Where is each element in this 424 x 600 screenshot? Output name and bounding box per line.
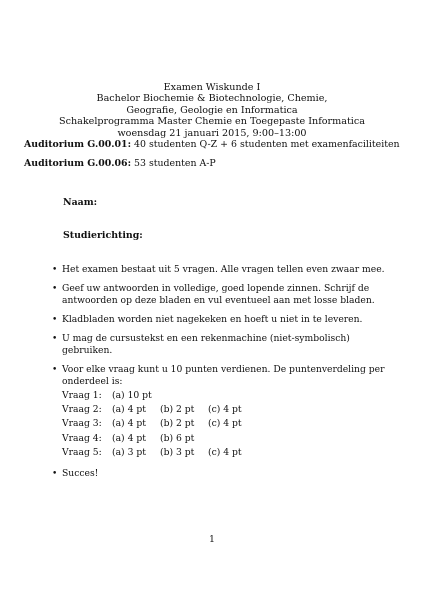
part-c-points: (c) 4 pt bbox=[208, 446, 242, 458]
part-b-points: (b) 3 pt bbox=[160, 446, 195, 458]
bullet-icon: • bbox=[52, 365, 58, 375]
exam-rules-list bbox=[52, 264, 392, 487]
program-line-3: Schakelprogramma Master Chemie en Toegepaste Informatica bbox=[59, 116, 365, 128]
question-label: Vraag 4: bbox=[62, 432, 102, 444]
points-row bbox=[62, 433, 248, 447]
auditorium-description: 53 studenten A-P bbox=[134, 158, 216, 169]
auditorium-line bbox=[24, 158, 216, 169]
exam-header bbox=[0, 82, 424, 139]
study-field-label: Studierichting: bbox=[63, 230, 143, 241]
part-a-points: (a) 10 pt bbox=[112, 390, 152, 401]
rule-text: Kladbladen worden niet nagekeken en hoeft u niet in te leveren. bbox=[62, 314, 363, 325]
auditorium-room: Auditorium G.00.01: bbox=[24, 139, 132, 150]
part-c-points bbox=[208, 390, 248, 404]
rule-item bbox=[52, 468, 392, 480]
exam-title: Examen Wiskunde I bbox=[163, 82, 261, 93]
name-field-label: Naam: bbox=[63, 197, 98, 208]
bullet-icon: • bbox=[52, 334, 58, 344]
rule-item bbox=[52, 314, 392, 326]
page-number: 1 bbox=[209, 534, 215, 545]
question-label: Vraag 2: bbox=[62, 404, 102, 416]
rule-item bbox=[52, 333, 392, 357]
part-b-points: (b) 6 pt bbox=[160, 432, 195, 444]
exam-date: woensdag 21 januari 2015, 9:00–13:00 bbox=[117, 127, 307, 139]
part-a-points: (a) 3 pt bbox=[112, 446, 146, 458]
bullet-icon: • bbox=[52, 265, 58, 275]
rule-text: Het examen bestaat uit 5 vragen. Alle vragen tellen even zwaar mee. bbox=[62, 264, 385, 275]
points-row bbox=[62, 447, 248, 461]
part-c-points: (c) 4 pt bbox=[208, 418, 242, 430]
bullet-icon: • bbox=[52, 315, 58, 325]
rule-text: Geef uw antwoorden in volledige, goed lopende zinnen. Schrijf de antwoorden op deze bladen en vul eventueel aan met losse bladen. bbox=[62, 283, 375, 306]
rule-text: Voor elke vraag kunt u 10 punten verdienen. De puntenverdeling per onderdeel is: bbox=[62, 364, 385, 387]
bullet-icon: • bbox=[52, 284, 58, 294]
part-c-points: (c) 4 pt bbox=[208, 404, 242, 416]
rule-item bbox=[52, 364, 392, 461]
auditorium-description: 40 studenten Q-Z + 6 studenten met examenfaciliteiten bbox=[134, 139, 400, 150]
part-b-points: (b) 2 pt bbox=[160, 418, 195, 430]
part-a-points: (a) 4 pt bbox=[112, 404, 146, 416]
part-a-points: (a) 4 pt bbox=[112, 418, 146, 430]
question-label: Vraag 1: bbox=[62, 390, 102, 401]
part-a-points: (a) 4 pt bbox=[112, 432, 146, 444]
part-b-points: (b) 2 pt bbox=[160, 404, 195, 416]
points-row bbox=[62, 390, 248, 404]
points-table bbox=[62, 390, 248, 461]
part-c-points bbox=[208, 433, 248, 447]
program-line-2: Geografie, Geologie en Informatica bbox=[126, 104, 298, 116]
rule-text: U mag de cursustekst en een rekenmachine (niet-symbolisch) gebruiken. bbox=[62, 333, 350, 356]
points-row bbox=[62, 404, 248, 418]
rule-item bbox=[52, 264, 392, 276]
program-line-1: Bachelor Biochemie & Biotechnologie, Chemie, bbox=[96, 93, 328, 105]
bullet-icon: • bbox=[52, 468, 58, 479]
question-label: Vraag 5: bbox=[62, 446, 102, 458]
rule-item bbox=[52, 283, 392, 307]
auditorium-room: Auditorium G.00.06: bbox=[24, 158, 132, 169]
question-label: Vraag 3: bbox=[62, 418, 102, 430]
rule-text: Succes! bbox=[62, 467, 99, 479]
auditorium-line bbox=[24, 139, 400, 150]
part-b-points bbox=[160, 390, 208, 404]
points-row bbox=[62, 418, 248, 432]
